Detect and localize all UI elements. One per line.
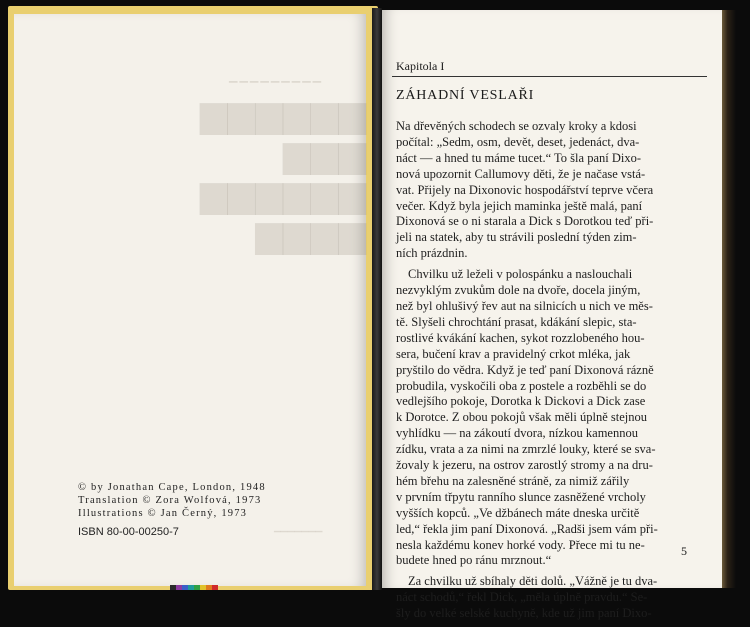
page-edge-shadow [722,10,736,588]
text-line: nezvyklým zvukům dole na dvoře, docela jiným, [396,283,641,298]
text-line: Na dřevěných schodech se ozvaly kroky a kdosi [396,119,637,133]
text-line: Za chvilku už sbíhaly děti dolů. „Vážně je tu dva- [408,574,658,589]
chapter-body-text [396,119,698,627]
text-line: vyhlídku — na zákoutí dvora, nízkou kamennou [396,426,638,441]
text-line: počítal: „Sedm, osm, devět, deset, jedenáct, dva- [396,134,640,149]
printer-color-bar [170,585,218,590]
text-line: večer. Když byla jejich maminka ještě malá, paní [396,198,643,213]
text-line: jeli na statek, aby tu strávili poslední týden zim- [396,230,637,245]
text-line: vyšších kopců. „Ve džbánech máte dneska určitě [396,505,640,520]
text-line: náct — a hned tu máme tucet.“ To šla paní Dixo- [396,150,642,165]
text-line: pryštilo do vědra. Když je teď paní Dixonová rázně [396,362,654,377]
text-line: náct schodů,“ řekl Dick, „měla úplně pravdu.“ Se- [396,590,648,605]
text-line: než byl ohlušivý řev aut na silnicích u nich ve měs- [396,298,653,313]
bleed-through-text: ▁▁▁▁▁▁▁▁▁ [229,71,324,83]
left-page [14,14,366,586]
paragraph [396,119,698,262]
bleed-through-title: ▆▆▆▆▆▆ ▆▆▆ ▆▆▆▆▆▆ ▆▆▆▆ [199,94,366,254]
copyright-line: © by Jonathan Cape, London, 1948 [78,482,266,493]
paragraph [396,574,698,622]
text-line: rostlivé kvákání kachen, sykot rozzlobeného hou- [396,330,645,345]
chapter-rule [392,76,707,77]
text-line: budete hned po ránu mrznout.“ [396,553,552,568]
text-line: hém břehu na zalesněné stráně, za nimiž zářily [396,473,630,488]
text-line: v prvním třpytu ranního slunce zasněžené vrcholy [396,489,646,504]
text-line: vedlejšího pokoje, Dorotka k Dickovi a Dick zase [396,394,646,409]
text-line: k Dorotce. Z obou pokojů však měli úplně stejnou [396,410,648,425]
copyright-line: Translation © Zora Wolfová, 1973 [78,495,262,506]
text-line: Chvilku už leželi v polospánku a naslouchali [408,267,633,282]
text-line: nesla každému konev horké vody. Přece mi tu ne- [396,537,645,552]
text-line: led,“ řekla jim paní Dixonová. „Radši jsem vám při- [396,521,658,536]
text-line: nová upozornit Callumovy děti, že je načase vstá- [396,166,646,181]
text-line: Dixonová se o ni starala a Dick s Dorotkou teď při- [396,214,654,229]
copyright-block [78,481,266,520]
right-page [382,10,724,621]
chapter-label: Kapitola I [396,59,445,73]
isbn: ISBN 80-00-00250-7 [78,526,179,538]
text-line: šly do velké selské kuchyně, kde už jim paní Dixo- [396,606,652,621]
text-line: žovaly k jezeru, na ostrov zarostlý stromy a na dru- [396,458,653,473]
copyright-line: Illustrations © Jan Černý, 1973 [78,508,248,519]
paragraph [396,267,698,569]
text-line: tě. Slyšeli chrochtání prasat, kdákání slepic, sta- [396,314,637,329]
text-line: probudila, vyskočili oba z postele a rozběhli se do [396,378,647,393]
text-line: sera, bučení krav a pravidelný crkot mléka, jak [396,346,631,361]
text-line: ních prázdnin. [396,246,468,261]
chapter-title: ZÁHADNÍ VESLAŘI [396,88,535,103]
page-number: 5 [681,544,687,558]
book-gutter [372,8,382,590]
text-line: vat. Přijely na Dixonovic hospodářství teprve včera [396,182,654,197]
text-line: zídku, vrata a za nimi na zmrzlé louky, které se sva- [396,442,656,457]
bleed-through-footer: ▁▁▁▁▁▁▁ [274,522,323,532]
